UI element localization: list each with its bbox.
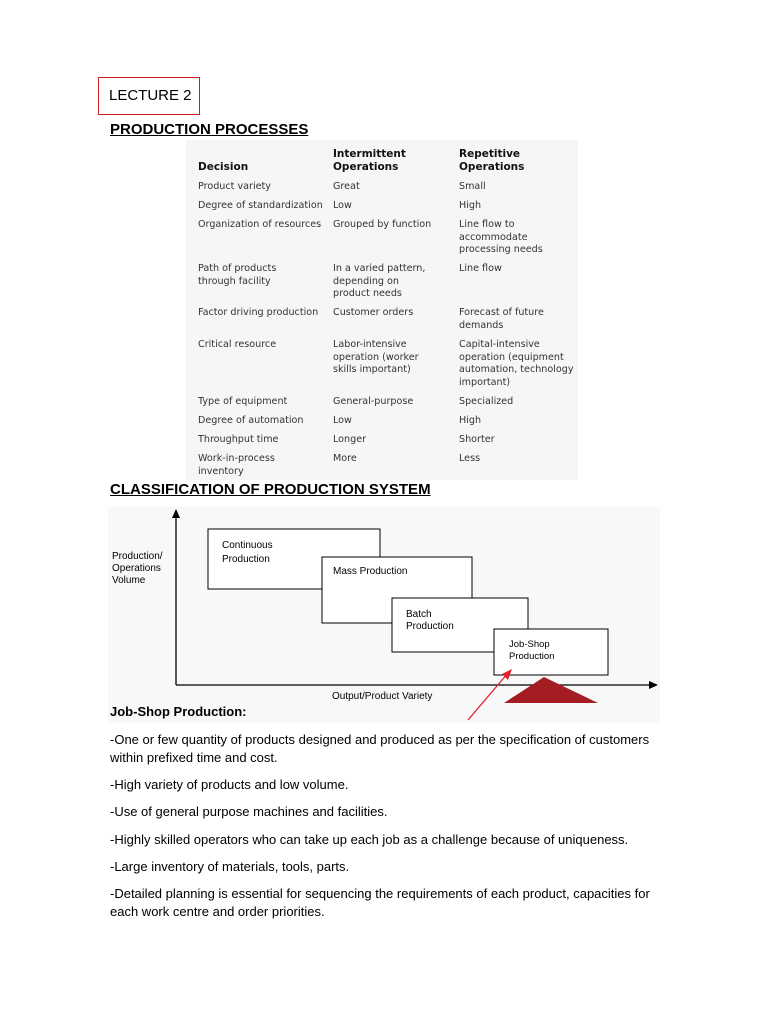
table-cell: Product variety — [198, 181, 271, 192]
table-cell: Critical resource — [198, 339, 277, 350]
table-cell: Forecast of future demands — [459, 307, 544, 331]
table-cell: In a varied pattern, depending on product needs — [333, 263, 426, 300]
table-cell: Labor-intensive operation (worker skills important) — [333, 339, 419, 376]
table-cell: Degree of standardization — [198, 200, 323, 211]
table-header-repetitive: Repetitive Operations — [459, 148, 525, 173]
label-continuous-line1: Continuous — [222, 540, 273, 551]
point-4: -Highly skilled operators who can take up each job as a challenge because of uniqueness. — [110, 832, 629, 847]
label-continuous-line2: Production — [222, 554, 270, 565]
point-6: -Detailed planning is essential for sequencing the requirements of each product, capacities for each work centre and order priorities. — [110, 886, 650, 919]
point-3: -Use of general purpose machines and facilities. — [110, 804, 388, 819]
table-cell: General-purpose — [333, 396, 414, 407]
table-cell: Organization of resources — [198, 219, 322, 230]
point-5: -Large inventory of materials, tools, parts. — [110, 859, 350, 874]
label-job-shop-line2: Production — [509, 651, 555, 662]
y-axis-label-line2: Operations — [112, 563, 161, 574]
table-cell: Low — [333, 200, 352, 211]
table-cell: Factor driving production — [198, 307, 319, 318]
table-cell: High — [459, 200, 482, 211]
heading-classification: CLASSIFICATION OF PRODUCTION SYSTEM — [110, 481, 431, 498]
table-cell: Great — [333, 181, 360, 192]
table-header-decision: Decision — [198, 161, 249, 173]
table-cell: Line flow to accommodate processing needs — [459, 219, 543, 256]
table-cell: Longer — [333, 434, 367, 445]
label-job-shop-line1: Job-Shop — [509, 639, 550, 650]
table-cell: Low — [333, 415, 352, 426]
table-cell: Small — [459, 181, 486, 192]
label-mass-production: Mass Production — [333, 566, 408, 577]
point-1: -One or few quantity of products designed and produced as per the specification of customers within prefixed time and cost. — [110, 732, 650, 765]
table-cell: Shorter — [459, 434, 495, 445]
table-cell: Customer orders — [333, 307, 414, 318]
label-job-shop-production — [509, 639, 554, 662]
table-cell: Grouped by function — [333, 219, 432, 230]
heading-production-processes: PRODUCTION PROCESSES — [110, 121, 309, 138]
y-axis-label-line3: Volume — [112, 575, 146, 586]
lecture-label: LECTURE 2 — [109, 87, 192, 104]
label-batch-line1: Batch — [406, 609, 432, 620]
table-cell: Type of equipment — [198, 396, 288, 407]
table-header-intermittent: Intermittent Operations — [333, 148, 406, 173]
label-batch-line2: Production — [406, 621, 454, 632]
table-cell: Path of products through facility — [198, 263, 277, 287]
production-system-diagram — [108, 507, 660, 723]
table-cell: Less — [459, 453, 481, 464]
lecture-label-box — [98, 77, 200, 115]
table-cell: Throughput time — [198, 434, 279, 445]
table-cell: Capital-intensive operation (equipment automation, technology important) — [459, 339, 574, 388]
table-cell: Work-in-process inventory — [198, 453, 275, 477]
table-cell: Degree of automation — [198, 415, 304, 426]
y-axis-label-line1: Production/ — [112, 551, 163, 562]
production-processes-table — [186, 140, 578, 480]
job-shop-title: Job-Shop Production: — [110, 704, 247, 719]
table-cell: Specialized — [459, 396, 514, 407]
table-cell: High — [459, 415, 482, 426]
table-cell: More — [333, 453, 357, 464]
point-2: -High variety of products and low volume. — [110, 777, 349, 792]
x-axis-label: Output/Product Variety — [332, 691, 433, 702]
table-cell: Line flow — [459, 263, 502, 274]
